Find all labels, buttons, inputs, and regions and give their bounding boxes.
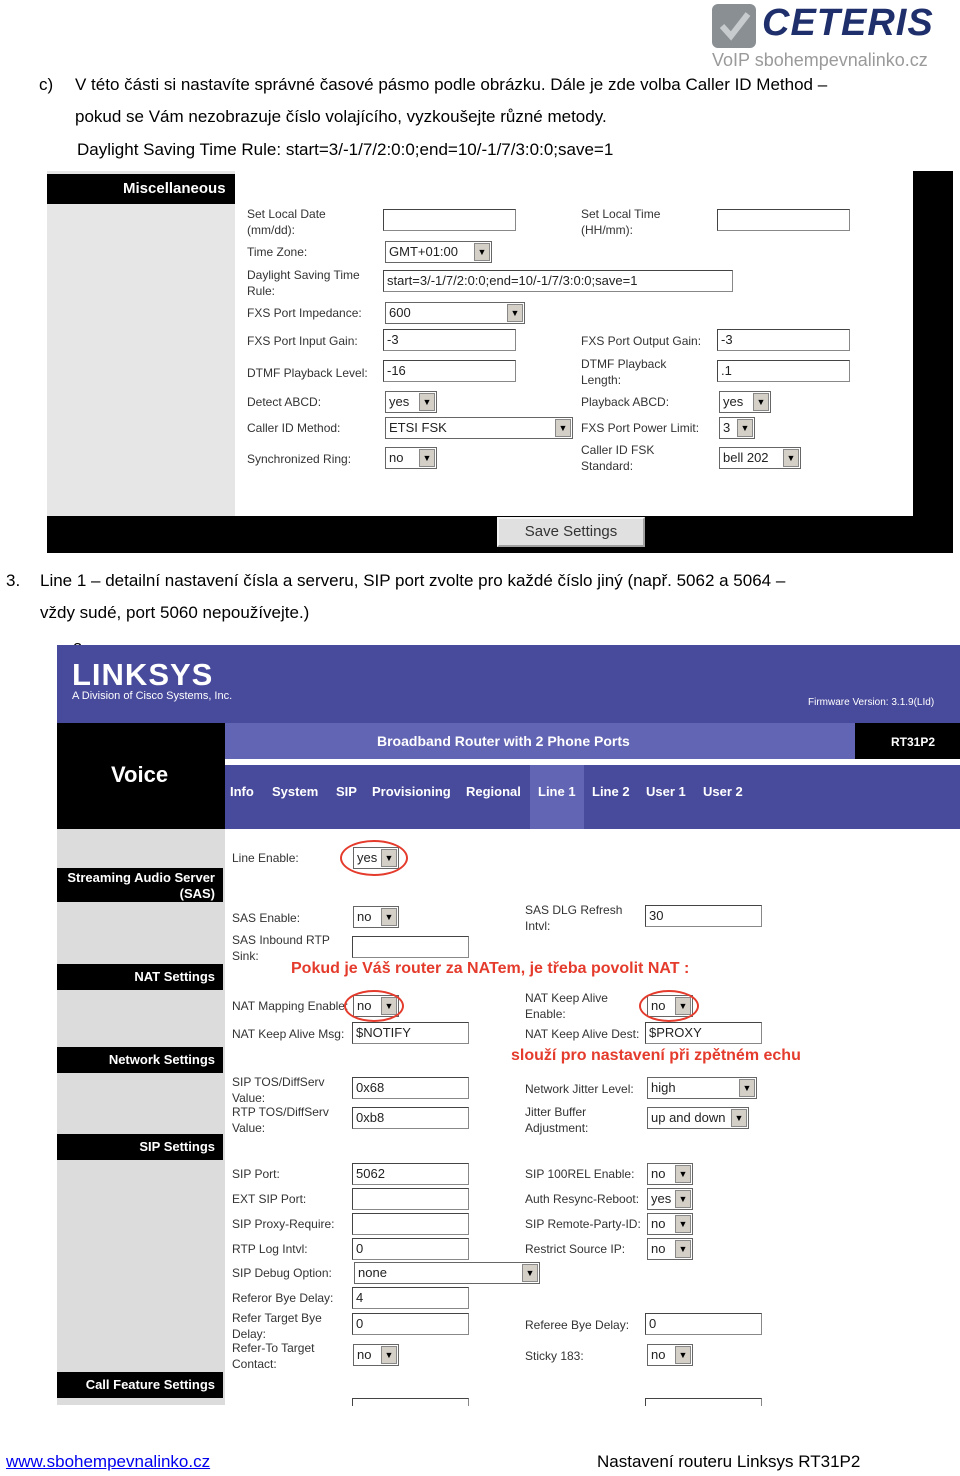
chevron-down-icon: ▼ — [675, 1190, 691, 1208]
nat-keep-alive-select[interactable]: no ▼ — [647, 995, 693, 1017]
time-zone-label: Time Zone: — [247, 245, 308, 259]
section-header-nat: NAT Settings — [57, 964, 223, 990]
tab-info[interactable]: Info — [230, 784, 254, 799]
tab-line-2[interactable]: Line 2 — [592, 784, 630, 799]
chevron-down-icon: ▼ — [381, 1346, 397, 1364]
refer-to-label: Refer-To Target Contact: — [232, 1341, 315, 1371]
jitter-buffer-label: Jitter Buffer Adjustment: — [525, 1105, 589, 1135]
linksys-screenshot — [57, 645, 960, 1405]
chevron-down-icon: ▼ — [737, 419, 753, 437]
section-header-call-feature: Call Feature Settings — [57, 1372, 223, 1398]
caller-id-method-select[interactable]: ETSI FSK ▼ — [385, 417, 573, 439]
tab-line-1[interactable]: Line 1 — [538, 784, 576, 799]
line-enable-label: Line Enable: — [232, 851, 299, 865]
rtp-tos-input[interactable]: 0xb8 — [352, 1107, 469, 1129]
fsk-standard-label: Caller ID FSK Standard: — [581, 443, 655, 473]
echo-note: slouží pro nastavení při zpětném echu — [511, 1047, 801, 1064]
local-date-input[interactable] — [383, 209, 516, 231]
fxs-output-gain-label: FXS Port Output Gain: — [581, 334, 702, 348]
restrict-ip-label: Restrict Source IP: — [525, 1242, 626, 1256]
intro-line-1: V této části si nastavíte správné časové pásmo podle obrázku. Dále je zde volba Caller ID Method – — [75, 75, 828, 94]
rtp-tos-label: RTP TOS/DiffServ Value: — [232, 1105, 329, 1135]
footer-link[interactable]: www.sbohempevnalinko.cz — [6, 1452, 211, 1471]
jitter-level-label: Network Jitter Level: — [525, 1082, 634, 1096]
refer-to-select[interactable]: no ▼ — [353, 1344, 399, 1366]
caller-id-method-label: Caller ID Method: — [247, 421, 341, 435]
product-title: Broadband Router with 2 Phone Ports — [377, 733, 630, 749]
chevron-down-icon: ▼ — [555, 419, 571, 437]
intro-line-3: Daylight Saving Time Rule: start=3/-1/7/2:0:0;end=10/-1/7/3:0:0;save=1 — [77, 140, 614, 159]
referee-bye-input[interactable]: 0 — [645, 1313, 762, 1335]
chevron-down-icon: ▼ — [675, 1165, 691, 1183]
nat-msg-input[interactable]: $NOTIFY — [352, 1022, 469, 1044]
remote-party-select[interactable]: no ▼ — [647, 1213, 693, 1235]
sip100rel-label: SIP 100REL Enable: — [525, 1167, 635, 1181]
section-header-network: Network Settings — [57, 1047, 223, 1073]
remote-party-label: SIP Remote-Party-ID: — [525, 1217, 641, 1231]
nat-mapping-select[interactable]: no ▼ — [353, 995, 399, 1017]
misc-header: Miscellaneous — [123, 180, 226, 197]
chevron-down-icon: ▼ — [731, 1109, 747, 1127]
time-zone-select[interactable]: GMT+01:00 ▼ — [385, 241, 492, 263]
fxs-power-select[interactable]: 3 ▼ — [719, 417, 755, 439]
tab-user-2[interactable]: User 2 — [703, 784, 743, 799]
sas-rtp-label: SAS Inbound RTP Sink: — [232, 933, 330, 963]
tab-regional[interactable]: Regional — [466, 784, 521, 799]
refer-target-label: Refer Target Bye Delay: — [232, 1311, 322, 1341]
rtp-log-input[interactable]: 0 — [352, 1238, 469, 1260]
chevron-down-icon: ▼ — [675, 1240, 691, 1258]
detect-abcd-select[interactable]: yes ▼ — [385, 391, 437, 413]
proxy-require-input[interactable] — [352, 1213, 469, 1235]
dtmf-level-label: DTMF Playback Level: — [247, 366, 368, 380]
jitter-level-select[interactable]: high ▼ — [647, 1077, 757, 1099]
sip-port-input[interactable]: 5062 — [352, 1163, 469, 1185]
sas-dlg-input[interactable]: 30 — [645, 905, 762, 927]
sip100rel-select[interactable]: no ▼ — [647, 1163, 693, 1185]
chevron-down-icon: ▼ — [381, 997, 397, 1015]
chevron-down-icon: ▼ — [675, 1215, 691, 1233]
call-feature-input-right[interactable] — [645, 1398, 762, 1406]
referor-bye-input[interactable]: 4 — [352, 1287, 469, 1309]
sticky-183-select[interactable]: no ▼ — [647, 1344, 693, 1366]
detect-abcd-label: Detect ABCD: — [247, 395, 322, 409]
fxs-input-gain-label: FXS Port Input Gain: — [247, 334, 358, 348]
fxs-power-label: FXS Port Power Limit: — [581, 421, 700, 435]
proxy-require-label: SIP Proxy-Require: — [232, 1217, 335, 1231]
dtmf-length-label: DTMF Playback Length: — [581, 357, 667, 387]
sas-enable-label: SAS Enable: — [232, 911, 301, 925]
auth-resync-label: Auth Resync-Reboot: — [525, 1192, 640, 1206]
nat-mapping-label: NAT Mapping Enable: — [232, 999, 349, 1013]
chevron-down-icon: ▼ — [675, 997, 691, 1015]
chevron-down-icon: ▼ — [474, 243, 490, 261]
section3-line-1: Line 1 – detailní nastavení čísla a serveru, SIP port zvolte pro každé číslo jiný (např. 5062 a 5064 – — [40, 571, 786, 590]
set-local-date-label: Set Local Date (mm/dd): — [247, 207, 326, 237]
tab-sip[interactable]: SIP — [336, 784, 357, 799]
chevron-down-icon: ▼ — [522, 1264, 538, 1282]
local-time-input[interactable] — [717, 209, 850, 231]
linksys-logo: LINKSYS — [72, 657, 214, 692]
tab-system[interactable]: System — [272, 784, 319, 799]
refer-target-input[interactable]: 0 — [352, 1313, 469, 1335]
sync-ring-label: Synchronized Ring: — [247, 452, 352, 466]
chevron-down-icon: ▼ — [783, 449, 799, 467]
sync-ring-select[interactable]: no ▼ — [385, 447, 437, 469]
dtmf-length-input[interactable]: .1 — [717, 360, 850, 382]
chevron-down-icon: ▼ — [381, 849, 397, 867]
sas-rtp-input[interactable] — [352, 936, 469, 958]
misc-right-bar — [913, 171, 953, 516]
chevron-down-icon: ▼ — [753, 393, 769, 411]
misc-left-column — [47, 171, 235, 516]
tab-user-1[interactable]: User 1 — [646, 784, 686, 799]
fxs-impedance-label: FXS Port Impedance: — [247, 306, 362, 320]
chevron-down-icon: ▼ — [419, 449, 435, 467]
logo-tagline: VoIP sbohempevnalinko.cz — [712, 50, 928, 70]
nat-dest-input[interactable]: $PROXY — [645, 1022, 762, 1044]
fxs-output-gain-input[interactable]: -3 — [717, 329, 850, 351]
sip-port-label: SIP Port: — [232, 1167, 280, 1181]
sas-enable-select[interactable]: no ▼ — [353, 906, 399, 928]
section3-line-2: vždy sudé, port 5060 nepoužívejte.) — [40, 603, 310, 622]
highlight-circle — [340, 840, 408, 876]
dtmf-level-input[interactable]: -16 — [383, 360, 516, 382]
restrict-ip-select[interactable]: no ▼ — [647, 1238, 693, 1260]
ext-sip-port-input[interactable] — [352, 1188, 469, 1210]
referor-bye-label: Referor Bye Delay: — [232, 1291, 334, 1305]
dst-label: Daylight Saving Time Rule: — [247, 268, 360, 298]
referee-bye-label: Referee Bye Delay: — [525, 1318, 630, 1332]
chevron-down-icon: ▼ — [739, 1079, 755, 1097]
fsk-standard-select[interactable]: bell 202 ▼ — [719, 447, 801, 469]
firmware-version: Firmware Version: 3.1.9(LId) — [808, 697, 935, 708]
call-feature-input-left[interactable] — [352, 1398, 469, 1406]
jitter-buffer-select[interactable]: up and down ▼ — [647, 1107, 749, 1129]
model-name: RT31P2 — [891, 735, 936, 749]
footer-title: Nastavení routeru Linksys RT31P2 — [597, 1452, 861, 1471]
voice-title: Voice — [111, 762, 169, 787]
section3-marker: 3. — [6, 571, 21, 590]
ceteris-logo — [710, 2, 934, 72]
sas-dlg-label: SAS DLG Refresh Intvl: — [525, 903, 623, 933]
highlight-circle — [344, 990, 404, 1022]
linksys-division: A Division of Cisco Systems, Inc. — [72, 690, 233, 702]
fxs-input-gain-input[interactable]: -3 — [383, 329, 516, 351]
debug-option-select[interactable]: none ▼ — [354, 1262, 540, 1284]
debug-option-label: SIP Debug Option: — [232, 1266, 332, 1280]
tab-provisioning[interactable]: Provisioning — [372, 784, 451, 799]
auth-resync-select[interactable]: yes ▼ — [647, 1188, 693, 1210]
fxs-impedance-select[interactable]: 600 ▼ — [385, 302, 525, 324]
nat-dest-label: NAT Keep Alive Dest: — [525, 1027, 640, 1041]
intro-marker: c) — [39, 75, 54, 94]
sip-tos-label: SIP TOS/DiffServ Value: — [232, 1075, 325, 1105]
section-header-sip: SIP Settings — [57, 1134, 223, 1160]
playback-abcd-label: Playback ABCD: — [581, 395, 670, 409]
linksys-left-column — [57, 829, 225, 1405]
chevron-down-icon: ▼ — [675, 1346, 691, 1364]
ext-sip-port-label: EXT SIP Port: — [232, 1192, 307, 1206]
nat-msg-label: NAT Keep Alive Msg: — [232, 1027, 345, 1041]
dst-input[interactable]: start=3/-1/7/2:0:0;end=10/-1/7/3:0:0;save=1 — [383, 270, 733, 292]
chevron-down-icon: ▼ — [507, 304, 523, 322]
nat-note: Pokud je Váš router za NATem, je třeba povolit NAT : — [291, 960, 690, 977]
checkmark-icon — [712, 4, 756, 48]
rtp-log-label: RTP Log Intvl: — [232, 1242, 308, 1256]
line-enable-select[interactable]: yes ▼ — [353, 847, 399, 869]
playback-abcd-select[interactable]: yes ▼ — [719, 391, 771, 413]
nat-keep-alive-label: NAT Keep Alive Enable: — [525, 991, 608, 1021]
chevron-down-icon: ▼ — [381, 908, 397, 926]
logo-brand: CETERIS — [762, 2, 934, 44]
section-header-sas: Streaming Audio Server (SAS) — [57, 868, 223, 902]
intro-line-2: pokud se Vám nezobrazuje číslo volajícího, vyzkoušejte různé metody. — [75, 107, 607, 126]
highlight-circle — [639, 990, 699, 1022]
set-local-time-label: Set Local Time (HH/mm): — [581, 207, 661, 237]
save-settings-button[interactable]: Save Settings — [497, 517, 645, 547]
sip-tos-input[interactable]: 0x68 — [352, 1077, 469, 1099]
sticky-183-label: Sticky 183: — [525, 1349, 584, 1363]
chevron-down-icon: ▼ — [419, 393, 435, 411]
